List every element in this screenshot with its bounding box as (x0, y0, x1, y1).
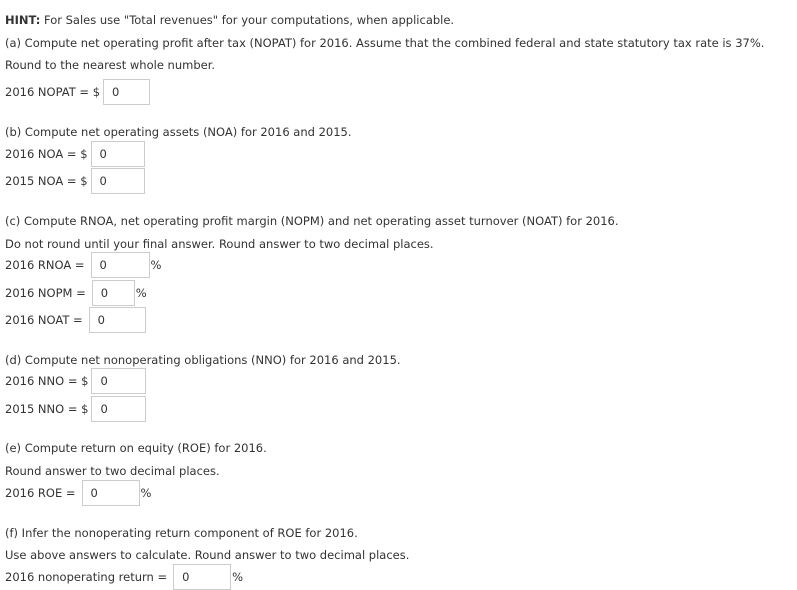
nopat-2016-label: 2016 NOPAT = $ (5, 85, 101, 99)
noa-2015-row (5, 168, 145, 194)
nopat-2016-row (5, 79, 150, 105)
nno-2016-row (5, 368, 146, 394)
part-a-prompt: (a) Compute net operating profit after tax (NOPAT) for 2016. Assume that the combined federal and state statutory tax rate is 37%. (5, 36, 765, 50)
rnoa-2016-label: 2016 RNOA = (5, 258, 85, 272)
hint-line (5, 13, 454, 27)
roe-2016-unit: % (140, 486, 152, 500)
part-f-prompt: (f) Infer the nonoperating return component of ROE for 2016. (5, 526, 358, 540)
part-e-prompt: (e) Compute return on equity (ROE) for 2016. (5, 441, 267, 455)
nno-2015-row (5, 396, 146, 422)
nno-2015-label: 2015 NNO = $ (5, 402, 89, 416)
part-e-rounding: Round answer to two decimal places. (5, 464, 220, 478)
hint-text: For Sales use "Total revenues" for your computations, when applicable. (40, 13, 455, 27)
part-c-prompt: (c) Compute RNOA, net operating profit margin (NOPM) and net operating asset turnover (NOAT) for 2016. (5, 214, 619, 228)
noa-2015-label: 2015 NOA = $ (5, 174, 88, 188)
roe-2016-input[interactable]: 0 (82, 480, 140, 506)
nopm-2016-input[interactable]: 0 (92, 280, 135, 306)
nonop-return-2016-label: 2016 nonoperating return = (5, 570, 168, 584)
part-b-prompt: (b) Compute net operating assets (NOA) for 2016 and 2015. (5, 125, 352, 139)
nno-2016-label: 2016 NNO = $ (5, 374, 89, 388)
roe-2016-row (5, 480, 151, 506)
nonop-return-2016-unit: % (232, 570, 244, 584)
part-c-rounding: Do not round until your final answer. Round answer to two decimal places. (5, 237, 434, 251)
nno-2016-input[interactable]: 0 (91, 368, 146, 394)
nonop-return-2016-input[interactable]: 0 (173, 564, 231, 590)
noa-2016-row (5, 141, 145, 167)
roe-2016-label: 2016 ROE = (5, 486, 76, 500)
rnoa-2016-unit: % (150, 258, 162, 272)
noa-2016-label: 2016 NOA = $ (5, 147, 88, 161)
noa-2016-input[interactable]: 0 (91, 141, 145, 167)
hint-label: HINT: (5, 13, 41, 27)
part-a-rounding: Round to the nearest whole number. (5, 58, 216, 72)
noat-2016-label: 2016 NOAT = (5, 313, 83, 327)
part-f-rounding: Use above answers to calculate. Round answer to two decimal places. (5, 548, 410, 562)
nopm-2016-unit: % (135, 286, 147, 300)
nopm-2016-row (5, 280, 147, 306)
nopat-2016-input[interactable]: 0 (103, 79, 150, 105)
part-d-prompt: (d) Compute net nonoperating obligations (NNO) for 2016 and 2015. (5, 353, 401, 367)
noat-2016-row (5, 307, 146, 333)
noa-2015-input[interactable]: 0 (91, 168, 145, 194)
nno-2015-input[interactable]: 0 (91, 396, 146, 422)
nonop-return-2016-row (5, 564, 243, 590)
rnoa-2016-input[interactable]: 0 (91, 252, 150, 278)
nopm-2016-label: 2016 NOPM = (5, 286, 86, 300)
rnoa-2016-row (5, 252, 161, 278)
noat-2016-input[interactable]: 0 (89, 307, 146, 333)
